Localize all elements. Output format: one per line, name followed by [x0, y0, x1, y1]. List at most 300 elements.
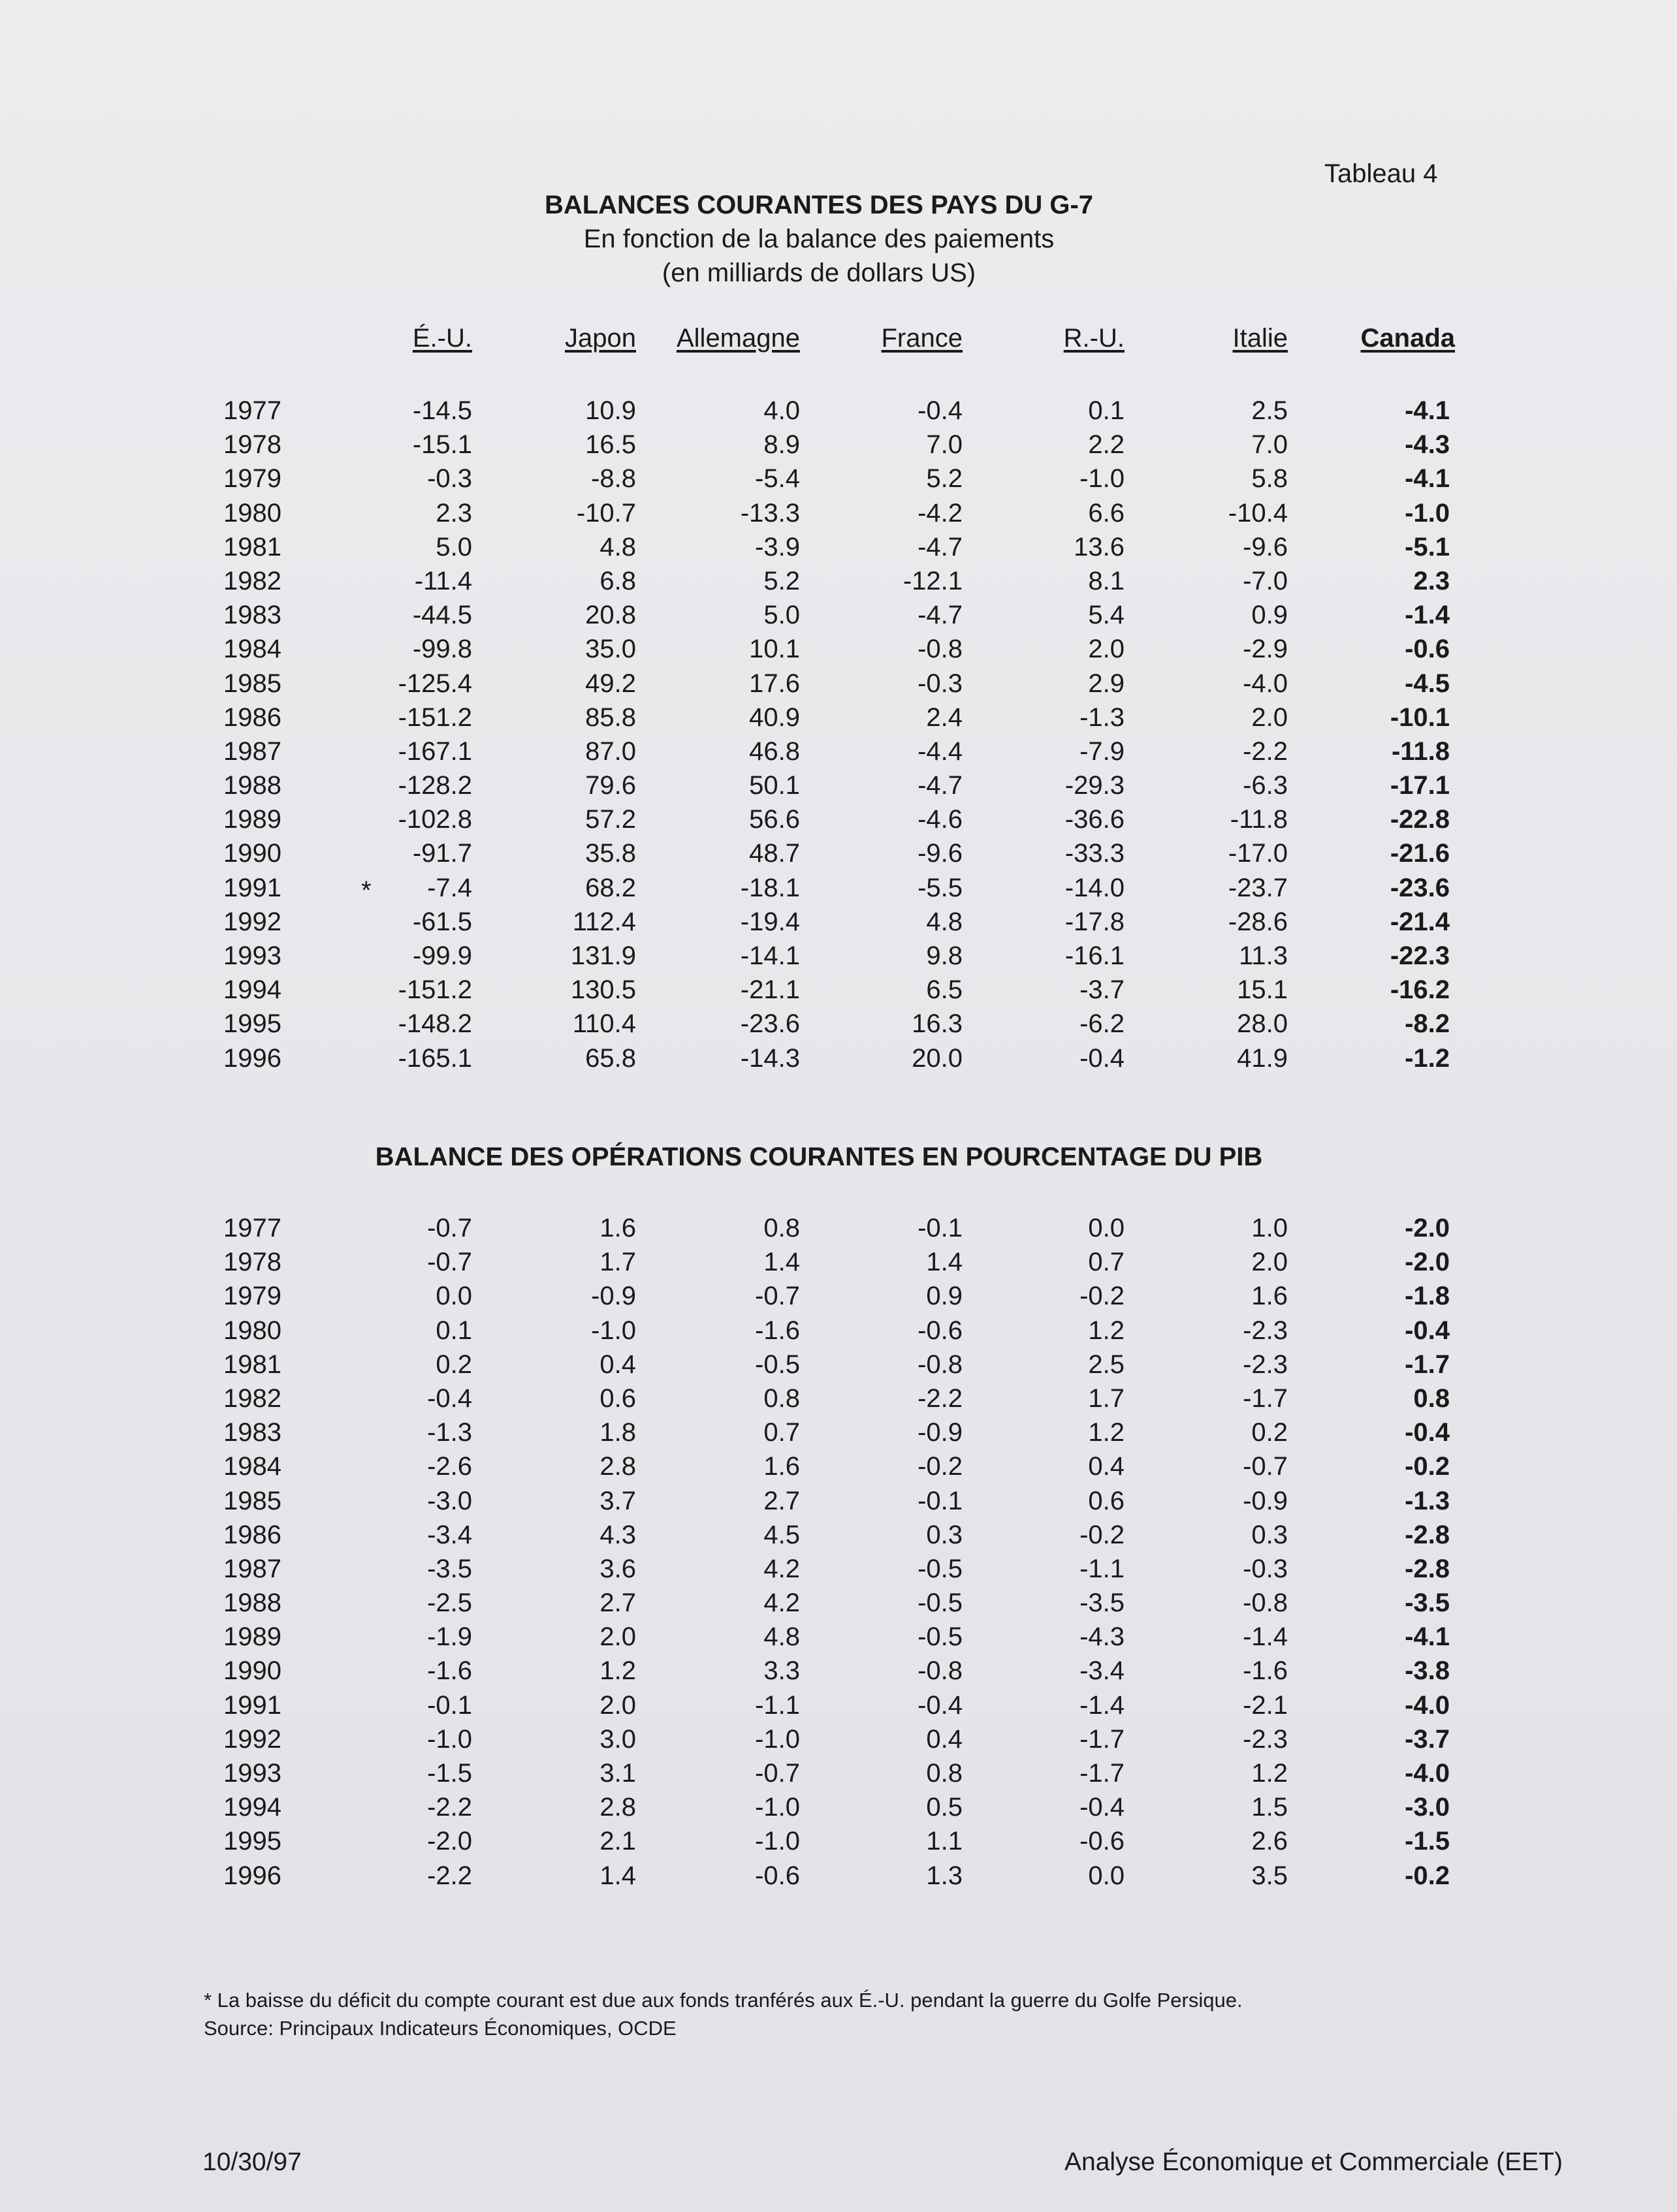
cell-italie: -2.3 — [1243, 1350, 1288, 1379]
cell-italie: 0.2 — [1251, 1418, 1288, 1447]
cell-eu: 5.0 — [436, 532, 472, 561]
cell-france: -0.5 — [918, 1554, 963, 1583]
cell-canada: -0.4 — [1405, 1418, 1450, 1447]
cell-france: -0.1 — [918, 1486, 963, 1515]
cell-italie: -0.7 — [1243, 1452, 1288, 1481]
cell-ru: 0.0 — [1088, 1861, 1125, 1890]
cell-eu: -102.8 — [398, 805, 472, 834]
cell-allemagne: 4.2 — [763, 1554, 800, 1583]
cell-france: -0.1 — [918, 1214, 963, 1242]
cell-japon: 2.8 — [599, 1452, 636, 1481]
cell-italie: 5.8 — [1251, 464, 1288, 494]
cell-france: 0.5 — [926, 1793, 963, 1822]
cell-eu: -99.9 — [412, 941, 472, 970]
cell-ru: -0.2 — [1079, 1520, 1125, 1549]
cell-canada: -1.2 — [1405, 1043, 1450, 1073]
column-header-canada: Canada — [1360, 324, 1455, 353]
cell-allemagne: 10.1 — [749, 635, 800, 664]
footer-organization: Analyse Économique et Commerciale (EET) — [1064, 2148, 1563, 2176]
row-year: 1982 — [223, 566, 281, 595]
table-row — [0, 1415, 1677, 1449]
cell-ru: -0.2 — [1079, 1282, 1125, 1311]
cell-japon: 110.4 — [572, 1009, 636, 1039]
cell-canada: -11.8 — [1392, 736, 1450, 766]
cell-france: -2.2 — [918, 1383, 963, 1413]
cell-japon: 2.1 — [599, 1827, 636, 1856]
row-year: 1993 — [223, 941, 281, 970]
cell-eu: -0.7 — [427, 1248, 472, 1277]
cell-ru: -7.9 — [1079, 736, 1125, 766]
cell-italie: -0.9 — [1243, 1486, 1288, 1515]
cell-eu: -2.0 — [427, 1827, 472, 1856]
cell-eu: -2.6 — [427, 1452, 472, 1481]
table-row — [0, 1484, 1677, 1518]
cell-france: -0.9 — [918, 1418, 963, 1447]
cell-allemagne: -0.7 — [755, 1759, 800, 1788]
row-year: 1984 — [223, 1452, 281, 1481]
footnote-marker: * — [361, 876, 372, 905]
cell-allemagne: 0.7 — [763, 1418, 800, 1447]
cell-italie: -2.2 — [1243, 736, 1288, 766]
cell-japon: 0.6 — [599, 1383, 636, 1413]
cell-canada: 2.3 — [1413, 566, 1450, 595]
cell-ru: 8.1 — [1088, 566, 1125, 595]
column-header-allemagne: Allemagne — [676, 324, 800, 353]
cell-italie: -17.0 — [1228, 839, 1288, 868]
row-year: 1985 — [223, 1486, 281, 1515]
cell-ru: -1.7 — [1079, 1724, 1125, 1754]
cell-france: 7.0 — [926, 430, 963, 460]
column-header-ru: R.-U. — [1063, 324, 1125, 353]
table-row — [0, 667, 1677, 701]
cell-ru: -1.7 — [1079, 1759, 1125, 1788]
cell-canada: -2.0 — [1405, 1214, 1450, 1242]
cell-canada: -3.8 — [1405, 1656, 1450, 1686]
cell-eu: -15.1 — [412, 430, 472, 460]
cell-italie: -7.0 — [1243, 566, 1288, 595]
cell-canada: -1.7 — [1405, 1350, 1450, 1379]
row-year: 1987 — [223, 1554, 281, 1583]
cell-japon: 87.0 — [585, 736, 636, 766]
cell-eu: -1.9 — [427, 1622, 472, 1652]
footnote-gulf-war: * La baisse du déficit du compte courant est due aux fonds tranférés aux É.-U. pendant la guerre du Golfe Persique. — [204, 1989, 1243, 2012]
cell-ru: 1.2 — [1088, 1316, 1125, 1345]
cell-ru: -29.3 — [1064, 771, 1125, 800]
row-year: 1989 — [223, 1622, 281, 1652]
cell-japon: 4.3 — [599, 1520, 636, 1549]
cell-france: -9.6 — [918, 839, 963, 868]
cell-ru: 1.7 — [1088, 1383, 1125, 1413]
table-row — [0, 462, 1677, 496]
cell-ru: 0.4 — [1088, 1452, 1125, 1481]
cell-canada: -4.5 — [1405, 669, 1450, 698]
cell-allemagne: 5.0 — [763, 601, 800, 630]
cell-italie: 2.5 — [1251, 396, 1288, 425]
cell-eu: -2.2 — [427, 1861, 472, 1890]
cell-eu: -44.5 — [412, 601, 472, 630]
row-year: 1980 — [223, 1316, 281, 1345]
cell-eu: -7.4 — [427, 873, 472, 902]
cell-allemagne: 1.6 — [763, 1452, 800, 1481]
table-row — [0, 1654, 1677, 1688]
subtitle-1: En fonction de la balance des paiements — [583, 225, 1055, 253]
table-row — [0, 973, 1677, 1007]
cell-japon: 1.2 — [599, 1656, 636, 1686]
cell-japon: 16.5 — [585, 430, 636, 460]
row-year: 1991 — [223, 1690, 281, 1720]
cell-allemagne: 4.5 — [763, 1520, 800, 1549]
cell-canada: -2.8 — [1405, 1554, 1450, 1583]
table-row — [0, 1824, 1677, 1858]
cell-italie: 28.0 — [1237, 1009, 1288, 1039]
cell-allemagne: 56.6 — [749, 805, 800, 834]
cell-italie: 2.6 — [1251, 1827, 1288, 1856]
row-year: 1980 — [223, 498, 281, 528]
table-row — [0, 1007, 1677, 1041]
cell-italie: 3.5 — [1251, 1861, 1288, 1890]
cell-france: 1.4 — [926, 1248, 963, 1277]
cell-allemagne: -18.1 — [740, 873, 800, 902]
cell-canada: -4.0 — [1405, 1759, 1450, 1788]
cell-japon: 2.0 — [599, 1622, 636, 1652]
cell-canada: -3.7 — [1405, 1724, 1450, 1754]
cell-eu: -151.2 — [398, 975, 472, 1005]
cell-eu: -0.3 — [427, 464, 472, 494]
cell-allemagne: -0.5 — [755, 1350, 800, 1379]
column-header-france: France — [881, 324, 963, 353]
cell-italie: 0.3 — [1251, 1520, 1288, 1549]
cell-allemagne: -23.6 — [740, 1009, 800, 1039]
cell-france: -4.6 — [918, 805, 963, 834]
cell-allemagne: 0.8 — [763, 1383, 800, 1413]
cell-france: -0.8 — [918, 1656, 963, 1686]
cell-italie: 1.5 — [1251, 1793, 1288, 1822]
column-header-eu: É.-U. — [412, 324, 472, 353]
row-year: 1996 — [223, 1043, 281, 1073]
cell-france: 4.8 — [926, 907, 963, 936]
cell-allemagne: 4.0 — [763, 396, 800, 425]
cell-canada: -21.4 — [1390, 907, 1450, 936]
cell-allemagne: 50.1 — [749, 771, 800, 800]
cell-allemagne: -1.6 — [755, 1316, 800, 1345]
cell-allemagne: -1.0 — [755, 1793, 800, 1822]
cell-ru: -3.7 — [1079, 975, 1125, 1005]
footnote — [204, 1986, 1243, 2042]
cell-france: 0.9 — [926, 1282, 963, 1311]
table-row — [0, 802, 1677, 836]
cell-italie: 15.1 — [1237, 975, 1288, 1005]
cell-france: 16.3 — [912, 1009, 963, 1039]
cell-ru: 0.1 — [1088, 396, 1125, 425]
row-year: 1979 — [223, 1282, 281, 1311]
cell-japon: 112.4 — [572, 907, 636, 936]
cell-allemagne: 4.8 — [763, 1622, 800, 1652]
cell-france: -0.4 — [918, 1690, 963, 1720]
cell-ru: 1.2 — [1088, 1418, 1125, 1447]
row-year: 1981 — [223, 1350, 281, 1379]
cell-japon: 1.4 — [599, 1861, 636, 1890]
cell-allemagne: 46.8 — [749, 736, 800, 766]
row-year: 1979 — [223, 464, 281, 494]
cell-allemagne: -1.0 — [755, 1724, 800, 1754]
row-year: 1988 — [223, 771, 281, 800]
cell-france: -0.4 — [918, 396, 963, 425]
row-year: 1987 — [223, 736, 281, 766]
cell-eu: -0.7 — [427, 1214, 472, 1242]
cell-eu: -91.7 — [412, 839, 472, 868]
cell-canada: -10.1 — [1390, 703, 1450, 732]
cell-allemagne: -13.3 — [740, 498, 800, 528]
cell-japon: 85.8 — [585, 703, 636, 732]
cell-canada: -22.3 — [1390, 941, 1450, 970]
row-year: 1993 — [223, 1759, 281, 1788]
cell-allemagne: -19.4 — [740, 907, 800, 936]
cell-canada: -1.4 — [1405, 601, 1450, 630]
cell-canada: -23.6 — [1390, 873, 1450, 902]
cell-allemagne: -21.1 — [740, 975, 800, 1005]
cell-japon: 49.2 — [585, 669, 636, 698]
cell-ru: -1.3 — [1079, 703, 1125, 732]
cell-france: 1.3 — [926, 1861, 963, 1890]
cell-eu: -1.0 — [427, 1724, 472, 1754]
cell-allemagne: -1.0 — [755, 1827, 800, 1856]
cell-eu: -61.5 — [412, 907, 472, 936]
row-year: 1981 — [223, 532, 281, 561]
cell-france: -0.6 — [918, 1316, 963, 1345]
cell-canada: -1.8 — [1405, 1282, 1450, 1311]
column-header-japon: Japon — [565, 324, 636, 353]
row-year: 1986 — [223, 1520, 281, 1549]
cell-eu: -165.1 — [398, 1043, 472, 1073]
row-year: 1978 — [223, 1248, 281, 1277]
table-row — [0, 1552, 1677, 1586]
cell-france: -4.7 — [918, 771, 963, 800]
cell-allemagne: -5.4 — [755, 464, 800, 494]
cell-allemagne: -1.1 — [755, 1690, 800, 1720]
cell-canada: -0.6 — [1405, 635, 1450, 664]
cell-japon: -0.9 — [591, 1282, 636, 1311]
cell-eu: -99.8 — [412, 635, 472, 664]
cell-italie: -23.7 — [1228, 873, 1288, 902]
cell-eu: -148.2 — [398, 1009, 472, 1039]
cell-italie: -2.9 — [1243, 635, 1288, 664]
cell-france: 5.2 — [926, 464, 963, 494]
cell-eu: -14.5 — [412, 396, 472, 425]
cell-italie: -2.3 — [1243, 1724, 1288, 1754]
row-year: 1978 — [223, 430, 281, 460]
cell-france: 0.8 — [926, 1759, 963, 1788]
table-row — [0, 394, 1677, 428]
table-row — [0, 905, 1677, 939]
cell-canada: -0.2 — [1405, 1452, 1450, 1481]
table-row — [0, 632, 1677, 666]
cell-italie: -9.6 — [1243, 532, 1288, 561]
table-row — [0, 1382, 1677, 1415]
cell-italie: 2.0 — [1251, 703, 1288, 732]
row-year: 1990 — [223, 839, 281, 868]
cell-italie: 1.0 — [1251, 1214, 1288, 1242]
cell-allemagne: -3.9 — [755, 532, 800, 561]
cell-japon: 3.7 — [599, 1486, 636, 1515]
table-row — [0, 530, 1677, 564]
cell-allemagne: 8.9 — [763, 430, 800, 460]
cell-japon: 2.0 — [599, 1690, 636, 1720]
cell-canada: -1.3 — [1405, 1486, 1450, 1515]
cell-ru: 13.6 — [1074, 532, 1125, 561]
tableau-label: Tableau 4 — [1324, 159, 1438, 188]
row-year: 1991 — [223, 873, 281, 902]
cell-eu: -167.1 — [398, 736, 472, 766]
cell-ru: -3.5 — [1079, 1588, 1125, 1618]
cell-italie: 41.9 — [1237, 1043, 1288, 1073]
cell-italie: -2.1 — [1243, 1690, 1288, 1720]
current-balance-table — [0, 394, 1677, 1075]
cell-ru: -33.3 — [1064, 839, 1125, 868]
table-row — [0, 1041, 1677, 1075]
cell-france: -4.2 — [918, 498, 963, 528]
cell-japon: 20.8 — [585, 601, 636, 630]
cell-eu: -0.4 — [427, 1383, 472, 1413]
cell-japon: 65.8 — [585, 1043, 636, 1073]
cell-france: -0.5 — [918, 1588, 963, 1618]
cell-ru: -14.0 — [1064, 873, 1125, 902]
cell-canada: -4.3 — [1405, 430, 1450, 460]
row-year: 1977 — [223, 396, 281, 425]
page-title: BALANCES COURANTES DES PAYS DU G-7 — [544, 191, 1094, 219]
cell-italie: -11.8 — [1230, 805, 1288, 834]
cell-italie: 1.6 — [1251, 1282, 1288, 1311]
cell-eu: -3.5 — [427, 1554, 472, 1583]
cell-italie: 0.9 — [1251, 601, 1288, 630]
cell-japon: -10.7 — [576, 498, 636, 528]
table-row — [0, 1790, 1677, 1824]
cell-ru: -16.1 — [1064, 941, 1125, 970]
table-row — [0, 1586, 1677, 1620]
column-header-italie: Italie — [1232, 324, 1288, 353]
cell-canada: -1.0 — [1405, 498, 1450, 528]
cell-allemagne: -14.3 — [740, 1043, 800, 1073]
cell-ru: -4.3 — [1079, 1622, 1125, 1652]
cell-japon: 131.9 — [570, 941, 636, 970]
cell-allemagne: 3.3 — [763, 1656, 800, 1686]
cell-japon: 10.9 — [585, 396, 636, 425]
cell-canada: -21.6 — [1390, 839, 1450, 868]
row-year: 1996 — [223, 1861, 281, 1890]
cell-eu: -11.4 — [414, 566, 472, 595]
cell-japon: 35.0 — [585, 635, 636, 664]
row-year: 1982 — [223, 1383, 281, 1413]
table-row — [0, 871, 1677, 905]
cell-canada: -17.1 — [1390, 771, 1450, 800]
cell-japon: 0.4 — [599, 1350, 636, 1379]
table-row — [0, 1348, 1677, 1382]
cell-japon: -1.0 — [591, 1316, 636, 1345]
cell-italie: -1.4 — [1243, 1622, 1288, 1652]
cell-canada: -0.4 — [1405, 1316, 1450, 1345]
cell-ru: 0.6 — [1088, 1486, 1125, 1515]
cell-ru: -1.1 — [1079, 1554, 1125, 1583]
cell-japon: 4.8 — [599, 532, 636, 561]
cell-france: -0.3 — [918, 669, 963, 698]
cell-eu: -1.6 — [427, 1656, 472, 1686]
cell-france: -4.7 — [918, 532, 963, 561]
table-row — [0, 598, 1677, 632]
cell-allemagne: 0.8 — [763, 1214, 800, 1242]
cell-ru: 2.5 — [1088, 1350, 1125, 1379]
cell-canada: -22.8 — [1390, 805, 1450, 834]
row-year: 1995 — [223, 1009, 281, 1039]
cell-italie: -1.7 — [1243, 1383, 1288, 1413]
table-row — [0, 768, 1677, 802]
cell-italie: 1.2 — [1251, 1759, 1288, 1788]
row-year: 1992 — [223, 1724, 281, 1754]
cell-allemagne: -0.6 — [755, 1861, 800, 1890]
cell-france: 2.4 — [926, 703, 963, 732]
cell-italie: -4.0 — [1243, 669, 1288, 698]
row-year: 1977 — [223, 1214, 281, 1242]
cell-japon: 2.8 — [599, 1793, 636, 1822]
cell-japon: 3.6 — [599, 1554, 636, 1583]
cell-eu: -125.4 — [398, 669, 472, 698]
row-year: 1994 — [223, 1793, 281, 1822]
cell-eu: -2.5 — [427, 1588, 472, 1618]
table-row — [0, 701, 1677, 735]
cell-canada: -0.2 — [1405, 1861, 1450, 1890]
cell-allemagne: 5.2 — [763, 566, 800, 595]
cell-canada: -5.1 — [1405, 532, 1450, 561]
cell-eu: 2.3 — [436, 498, 472, 528]
cell-eu: -128.2 — [398, 771, 472, 800]
cell-canada: -4.1 — [1405, 464, 1450, 494]
cell-france: 0.4 — [926, 1724, 963, 1754]
cell-france: 0.3 — [926, 1520, 963, 1549]
cell-canada: -4.1 — [1405, 1622, 1450, 1652]
row-year: 1989 — [223, 805, 281, 834]
cell-france: -0.2 — [918, 1452, 963, 1481]
cell-japon: 3.0 — [599, 1724, 636, 1754]
table-row — [0, 1518, 1677, 1552]
cell-italie: 11.3 — [1239, 941, 1288, 970]
cell-eu: -3.4 — [427, 1520, 472, 1549]
cell-allemagne: -0.7 — [755, 1282, 800, 1311]
cell-italie: -0.3 — [1243, 1554, 1288, 1583]
cell-canada: -16.2 — [1390, 975, 1450, 1005]
table-row — [0, 1756, 1677, 1790]
column-header-row — [0, 324, 1677, 358]
row-year: 1984 — [223, 635, 281, 664]
table-row — [0, 1211, 1677, 1245]
cell-allemagne: 1.4 — [763, 1248, 800, 1277]
cell-japon: -8.8 — [591, 464, 636, 494]
row-year: 1986 — [223, 703, 281, 732]
cell-japon: 35.8 — [585, 839, 636, 868]
cell-canada: -2.8 — [1405, 1520, 1450, 1549]
gdp-percent-table — [0, 1211, 1677, 1893]
cell-canada: -1.5 — [1405, 1827, 1450, 1856]
cell-france: -4.7 — [918, 601, 963, 630]
cell-japon: 57.2 — [585, 805, 636, 834]
cell-japon: 1.8 — [599, 1418, 636, 1447]
cell-canada: -3.5 — [1405, 1588, 1450, 1618]
cell-allemagne: 48.7 — [749, 839, 800, 868]
table-row — [0, 1722, 1677, 1756]
table-row — [0, 1688, 1677, 1722]
table-row — [0, 1279, 1677, 1313]
table-row — [0, 1620, 1677, 1654]
table-row — [0, 1245, 1677, 1279]
row-year: 1994 — [223, 975, 281, 1005]
cell-japon: 130.5 — [570, 975, 636, 1005]
